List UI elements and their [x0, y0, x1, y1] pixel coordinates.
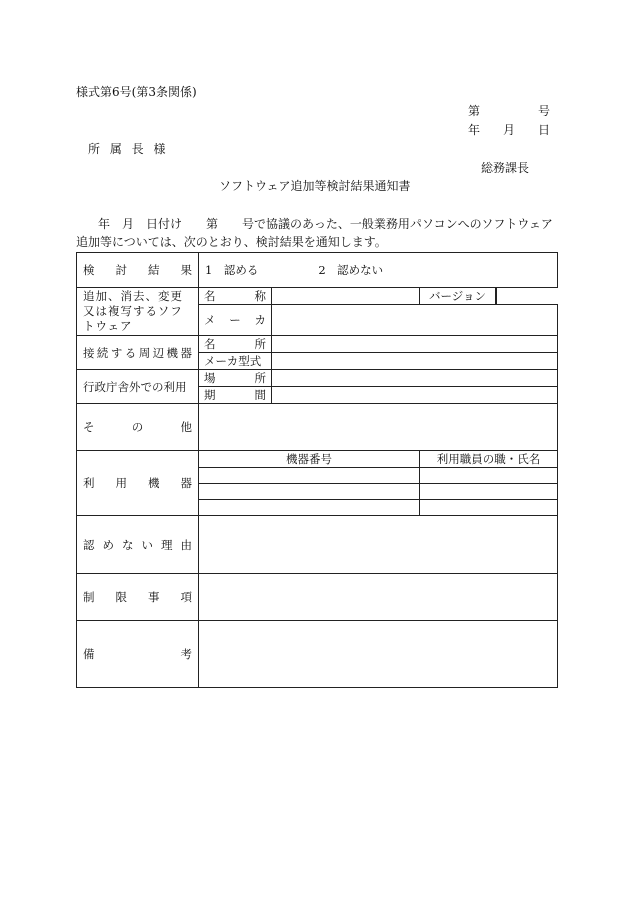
sender: 総務課長 [481, 161, 530, 175]
remarks-label-cell [77, 621, 199, 688]
device-user-cell[interactable] [420, 468, 558, 484]
result-options-cell[interactable] [199, 253, 558, 288]
peripheral-label: 接 続 す る 周 辺 機 器 [83, 345, 192, 360]
devices-label: 利 用 機 器 [83, 476, 192, 490]
date-year: 年 [468, 123, 481, 137]
outside-period-value[interactable] [272, 387, 558, 404]
software-name-label: 名 称 [204, 289, 266, 303]
date-month: 月 [502, 123, 515, 137]
device-user-cell[interactable] [420, 484, 558, 500]
peripheral-model-value[interactable] [272, 353, 558, 370]
outside-period-label-cell [199, 387, 272, 404]
software-version-label-box [419, 288, 496, 304]
remarks-label: 備 考 [83, 647, 192, 661]
software-label: 追加、消去、変更又は複写するソフトウェア [77, 288, 199, 336]
software-maker-value[interactable] [272, 305, 558, 336]
peripheral-name-label-cell [199, 336, 272, 353]
outside-place-value[interactable] [272, 370, 558, 387]
software-maker-label-cell [199, 305, 272, 336]
reason-label-cell [77, 516, 199, 574]
other-label: そ の 他 [83, 420, 192, 434]
outside-period-label: 期 間 [204, 388, 266, 402]
document-number-suffix: 号 [537, 104, 550, 118]
outside-place-label-cell [199, 370, 272, 387]
document-date [468, 123, 550, 137]
remarks-value[interactable] [199, 621, 558, 688]
body-line-1: 年 月 日付け 第 号で協議のあった、一般業務用パソコンへのソフトウェア [98, 217, 553, 231]
device-user-header: 利用職員の職・氏名 [420, 451, 558, 468]
result-label: 検 討 結 果 [83, 263, 192, 277]
device-number-header: 機器番号 [199, 451, 420, 468]
reason-value[interactable] [199, 516, 558, 574]
restrictions-label: 制 限 事 項 [83, 590, 192, 604]
form-number: 様式第6号(第3条関係) [76, 85, 197, 99]
outside-use-label: 行政庁舎外での利用 [77, 370, 199, 404]
peripheral-label-cell [77, 336, 199, 370]
other-value[interactable] [199, 404, 558, 451]
addressee: 所 属 長 様 [88, 142, 166, 156]
software-version-label: バージョン [428, 289, 487, 303]
peripheral-name-value[interactable] [272, 336, 558, 353]
peripheral-model-label: メーカ型式 [199, 353, 272, 370]
software-name-label-cell [199, 288, 272, 305]
document-title: ソフトウェア追加等検討結果通知書 [219, 179, 411, 193]
restrictions-label-cell [77, 574, 199, 621]
reason-label: 認 め な い 理 由 [83, 537, 192, 552]
option-reject[interactable]: 2 認めない [318, 263, 384, 277]
restrictions-value[interactable] [199, 574, 558, 621]
option-approve[interactable]: 1 認める [205, 263, 259, 277]
date-day: 日 [537, 123, 550, 137]
outside-place-label: 場 所 [204, 371, 266, 385]
body-line-2: 追加等については、次のとおり、検討結果を通知します。 [76, 235, 387, 249]
document-number-prefix: 第 [468, 104, 481, 118]
peripheral-name-label: 名 所 [204, 337, 266, 351]
other-label-cell [77, 404, 199, 451]
devices-label-cell [77, 451, 199, 516]
software-maker-label: メ ー カ [204, 313, 266, 327]
device-number-cell[interactable] [199, 484, 420, 500]
document-number [468, 104, 550, 118]
device-user-cell[interactable] [420, 500, 558, 516]
device-number-cell[interactable] [199, 468, 420, 484]
result-label-cell [77, 253, 199, 288]
device-number-cell[interactable] [199, 500, 420, 516]
result-form-table [76, 252, 558, 688]
